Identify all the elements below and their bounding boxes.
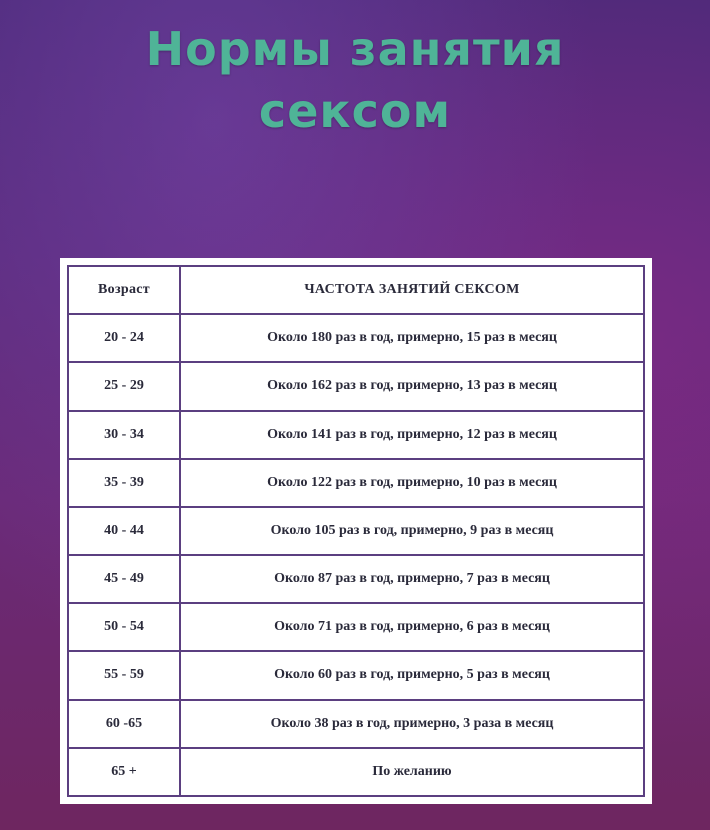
table-row [68, 651, 644, 699]
table-header-row [68, 266, 644, 314]
page-title [0, 18, 710, 142]
title-line-1: Нормы занятия [145, 22, 565, 76]
frequency-cell: Около 180 раз в год, примерно, 15 раз в месяц [180, 314, 644, 362]
frequency-cell: Около 71 раз в год, примерно, 6 раз в месяц [180, 603, 644, 651]
age-cell: 25 - 29 [68, 362, 180, 410]
age-cell: 45 - 49 [68, 555, 180, 603]
table-row [68, 700, 644, 748]
table-row [68, 555, 644, 603]
frequency-cell: Около 87 раз в год, примерно, 7 раз в месяц [180, 555, 644, 603]
age-cell: 50 - 54 [68, 603, 180, 651]
age-cell: 20 - 24 [68, 314, 180, 362]
frequency-cell: Около 141 раз в год, примерно, 12 раз в месяц [180, 411, 644, 459]
frequency-cell: Около 162 раз в год, примерно, 13 раз в месяц [180, 362, 644, 410]
frequency-cell: Около 105 раз в год, примерно, 9 раз в месяц [180, 507, 644, 555]
frequency-table-card [60, 258, 652, 804]
frequency-cell: Около 38 раз в год, примерно, 3 раза в месяц [180, 700, 644, 748]
frequency-cell: По желанию [180, 748, 644, 796]
title-line-2: сексом [258, 84, 452, 138]
age-cell: 60 -65 [68, 700, 180, 748]
age-cell: 65 + [68, 748, 180, 796]
table-row [68, 459, 644, 507]
frequency-table [67, 265, 645, 797]
table-row [68, 507, 644, 555]
table-row [68, 314, 644, 362]
age-cell: 35 - 39 [68, 459, 180, 507]
header-age: Возраст [68, 266, 180, 314]
frequency-cell: Около 60 раз в год, примерно, 5 раз в месяц [180, 651, 644, 699]
header-frequency: ЧАСТОТА ЗАНЯТИЙ СЕКСОМ [180, 266, 644, 314]
table-row [68, 362, 644, 410]
table-row [68, 748, 644, 796]
age-cell: 40 - 44 [68, 507, 180, 555]
age-cell: 30 - 34 [68, 411, 180, 459]
table-row [68, 603, 644, 651]
frequency-cell: Около 122 раз в год, примерно, 10 раз в месяц [180, 459, 644, 507]
table-row [68, 411, 644, 459]
age-cell: 55 - 59 [68, 651, 180, 699]
